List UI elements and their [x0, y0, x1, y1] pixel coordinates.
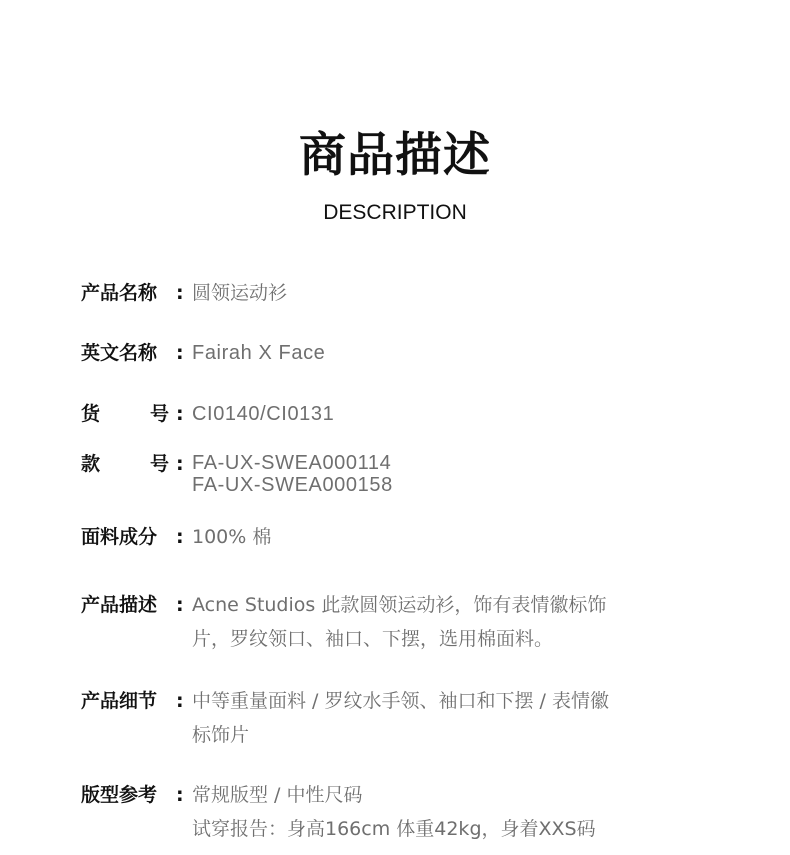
spec-label-char: 号: [150, 453, 170, 475]
page-subtitle: DESCRIPTION: [323, 201, 467, 224]
spec-colon: :: [176, 594, 184, 616]
spec-value: 100% 棉: [192, 526, 272, 548]
spec-colon: :: [176, 784, 184, 806]
spec-value-line: 常规版型 / 中性尺码: [192, 784, 363, 806]
spec-value: 圆领运动衫: [192, 282, 288, 304]
spec-label: 产品细节: [81, 690, 158, 712]
spec-colon: :: [176, 453, 184, 475]
spec-value-line: 中等重量面料 / 罗纹水手领、袖口和下摆 / 表情徽: [192, 690, 609, 712]
spec-colon: :: [176, 282, 184, 304]
spec-value-line: FA-UX-SWEA000158: [192, 474, 393, 496]
spec-label: 产品名称: [81, 282, 158, 304]
spec-colon: :: [176, 342, 184, 364]
spec-label: 版型参考: [81, 784, 158, 806]
spec-colon: :: [176, 403, 184, 425]
spec-colon: :: [176, 690, 184, 712]
spec-value: [192, 684, 692, 752]
spec-value: [192, 588, 692, 656]
spec-value: Fairah X Face: [192, 342, 326, 364]
spec-label-char: 货: [81, 403, 101, 425]
spec-value: [192, 778, 692, 846]
spec-value-line: 标饰片: [192, 724, 250, 746]
spec-value-line: 试穿报告：身高166cm 体重42kg，身着XXS码: [192, 818, 596, 840]
spec-label-char: 款: [81, 453, 101, 475]
spec-label: 英文名称: [81, 342, 158, 364]
spec-colon: :: [176, 526, 184, 548]
spec-value: [192, 452, 692, 496]
spec-value-line: 片，罗纹领口、袖口、下摆，选用棉面料。: [192, 628, 554, 650]
spec-label: 面料成分: [81, 526, 158, 548]
spec-value-line: FA-UX-SWEA000114: [192, 452, 392, 474]
spec-label: 产品描述: [81, 594, 158, 616]
spec-value: CI0140/CI0131: [192, 403, 335, 425]
page-title: 商品描述: [299, 128, 491, 183]
spec-label-char: 号: [150, 403, 170, 425]
spec-value-line: Acne Studios 此款圆领运动衫，饰有表情徽标饰: [192, 594, 607, 616]
